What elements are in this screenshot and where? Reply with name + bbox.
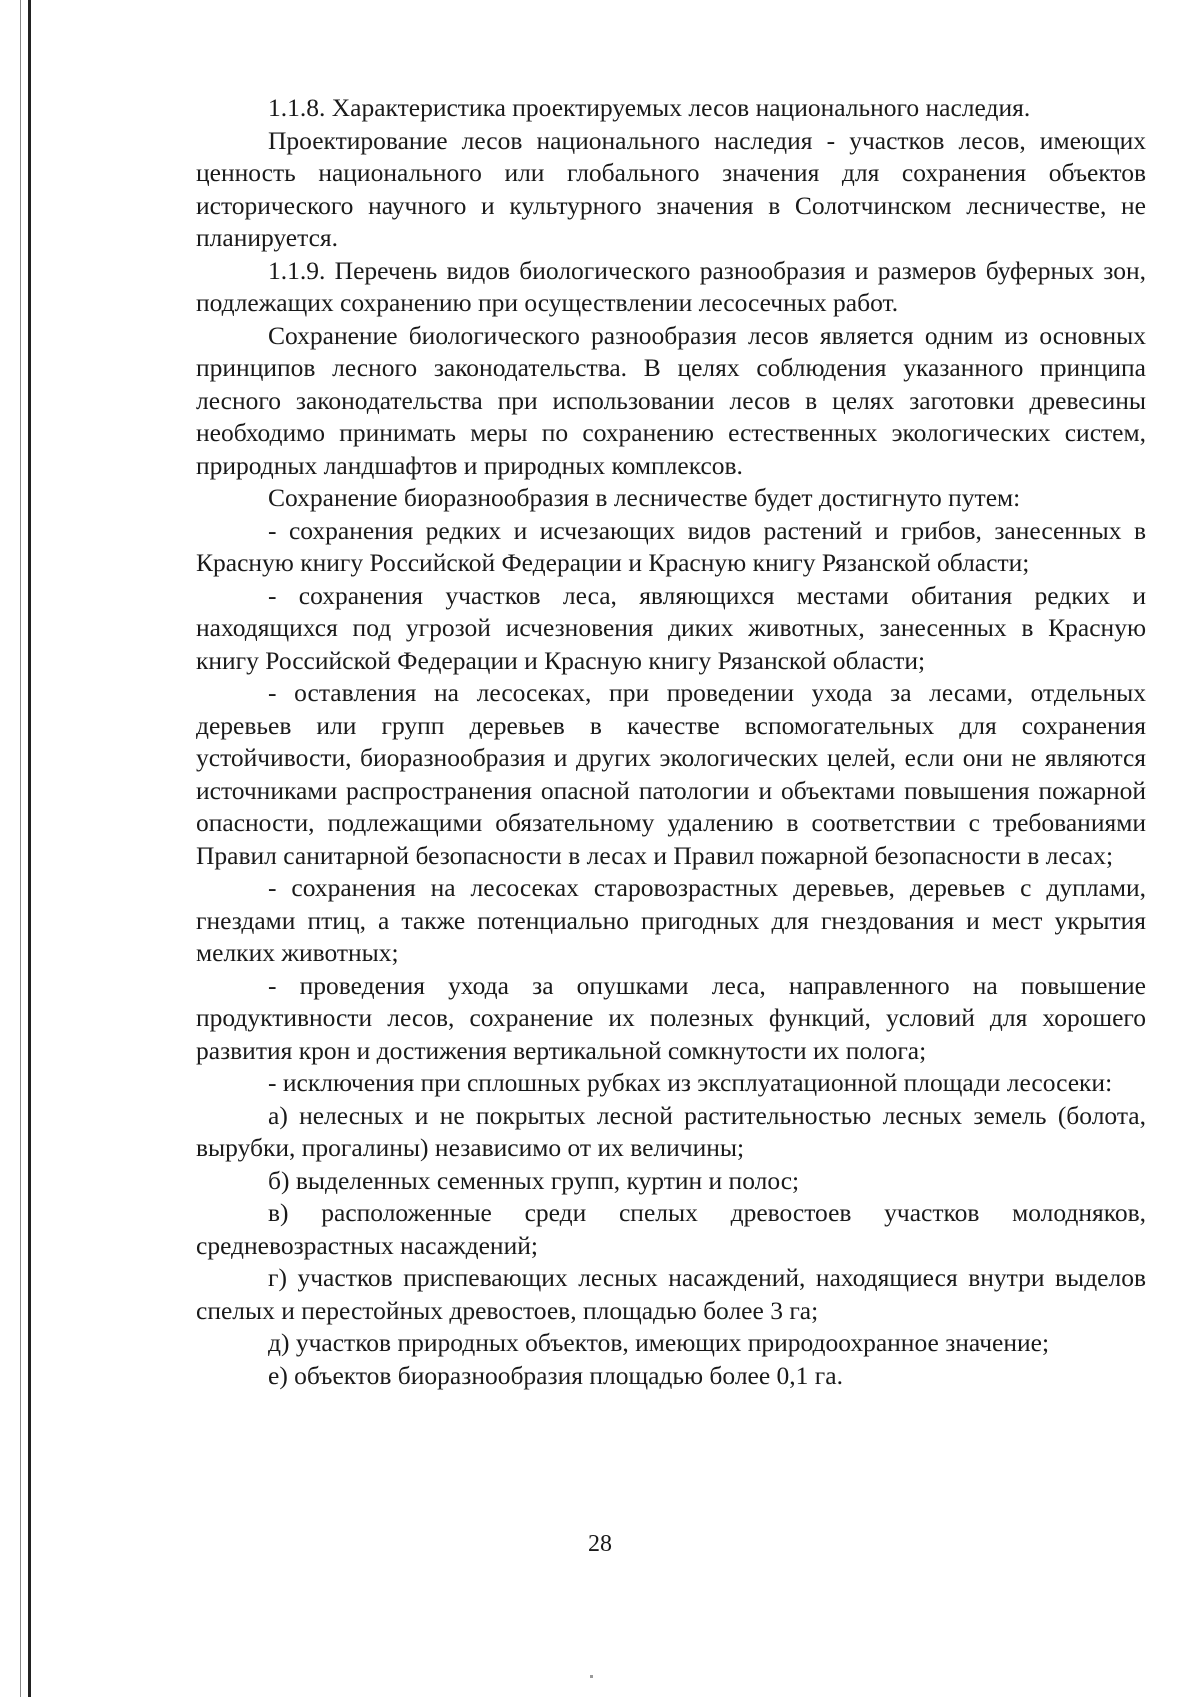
section-heading-1-1-8: 1.1.8. Характеристика проектируемых лесов национального наследия. <box>268 93 1031 122</box>
sub-item-b: б) выделенных семенных групп, куртин и полос; <box>268 1165 800 1195</box>
page-number: 28 <box>588 1531 612 1557</box>
list-item-retained-trees: - оставления на лесосеках, при проведении ухода за лесами, отдельных деревьев или групп деревьев в качестве вспомогательных для сохранения устойчивости, биоразнообразия и других экологических целей, если они не являются источниками распространения опасной патологии и объектами повышения пожарной опасности, подлежащими обязательному удалению в соответствии с требованиями Правил санитарной безопасности в лесах и Правил пожарной безопасности в лесах; <box>196 678 1146 870</box>
paragraph-heritage-forests: Проектирование лесов национального наследия - участков лесов, имеющих ценность национального или глобального значения для сохранения объектов исторического научного и культурного значения в Солотчинском лесничестве, не планируется. <box>196 125 1146 252</box>
sub-item-e: д) участков природных объектов, имеющих природоохранное значение; <box>268 1328 1050 1357</box>
list-item-exclusions: - исключения при сплошных рубках из эксплуатационной площади лесосеки: <box>268 1068 1113 1097</box>
scan-binding-edge <box>28 0 31 1697</box>
section-heading-1-1-9: 1.1.9. Перечень видов биологического разнообразия и размеров буферных зон, подлежащих сохранению при осуществлении лесосечных работ. <box>196 255 1146 317</box>
sub-item-c: в) расположенные среди спелых древостоев участков молодняков, средневозрастных насаждений; <box>196 1198 1146 1260</box>
paragraph-biodiversity-methods-intro: Сохранение биоразнообразия в лесничестве будет достигнуто путем: <box>268 483 1021 512</box>
list-item-rare-plants: - сохранения редких и исчезающих видов растений и грибов, занесенных в Красную книгу Российской Федерации и Красную книгу Рязанской области; <box>196 515 1146 577</box>
paragraph-biodiversity-principle: Сохранение биологического разнообразия лесов является одним из основных принципов лесного законодательства. В целях соблюдения указанного принципа лесного законодательства при использовании лесов в целях заготовки древесины необходимо принимать меры по сохранению естественных экологических систем, природных ландшафтов и природных комплексов. <box>196 320 1146 480</box>
sub-item-f: е) объектов биоразнообразия площадью более 0,1 га. <box>268 1360 843 1390</box>
scan-shadow-line <box>20 0 21 1697</box>
scan-speck <box>590 1675 593 1678</box>
sub-item-d: г) участков приспевающих лесных насаждений, находящиеся внутри выделов спелых и перестойных древостоев, площадью более 3 га; <box>196 1263 1146 1325</box>
document-body <box>196 92 1146 1392</box>
list-item-animal-habitats: - сохранения участков леса, являющихся местами обитания редких и находящихся под угрозой исчезновения диких животных, занесенных в Красную книгу Российской Федерации и Красную книгу Рязанской области; <box>196 580 1146 675</box>
list-item-old-trees: - сохранения на лесосеках старовозрастных деревьев, деревьев с дуплами, гнездами птиц, а также потенциально пригодных для гнездования и мест укрытия мелких животных; <box>196 873 1146 967</box>
list-item-forest-edges: - проведения ухода за опушками леса, направленного на повышение продуктивности лесов, сохранение их полезных функций, условий для хорошего развития крон и достижения вертикальной сомкнутости их полога; <box>196 970 1146 1065</box>
sub-item-a: а) нелесных и не покрытых лесной растительностью лесных земель (болота, вырубки, прогалины) независимо от их величины; <box>196 1100 1146 1162</box>
